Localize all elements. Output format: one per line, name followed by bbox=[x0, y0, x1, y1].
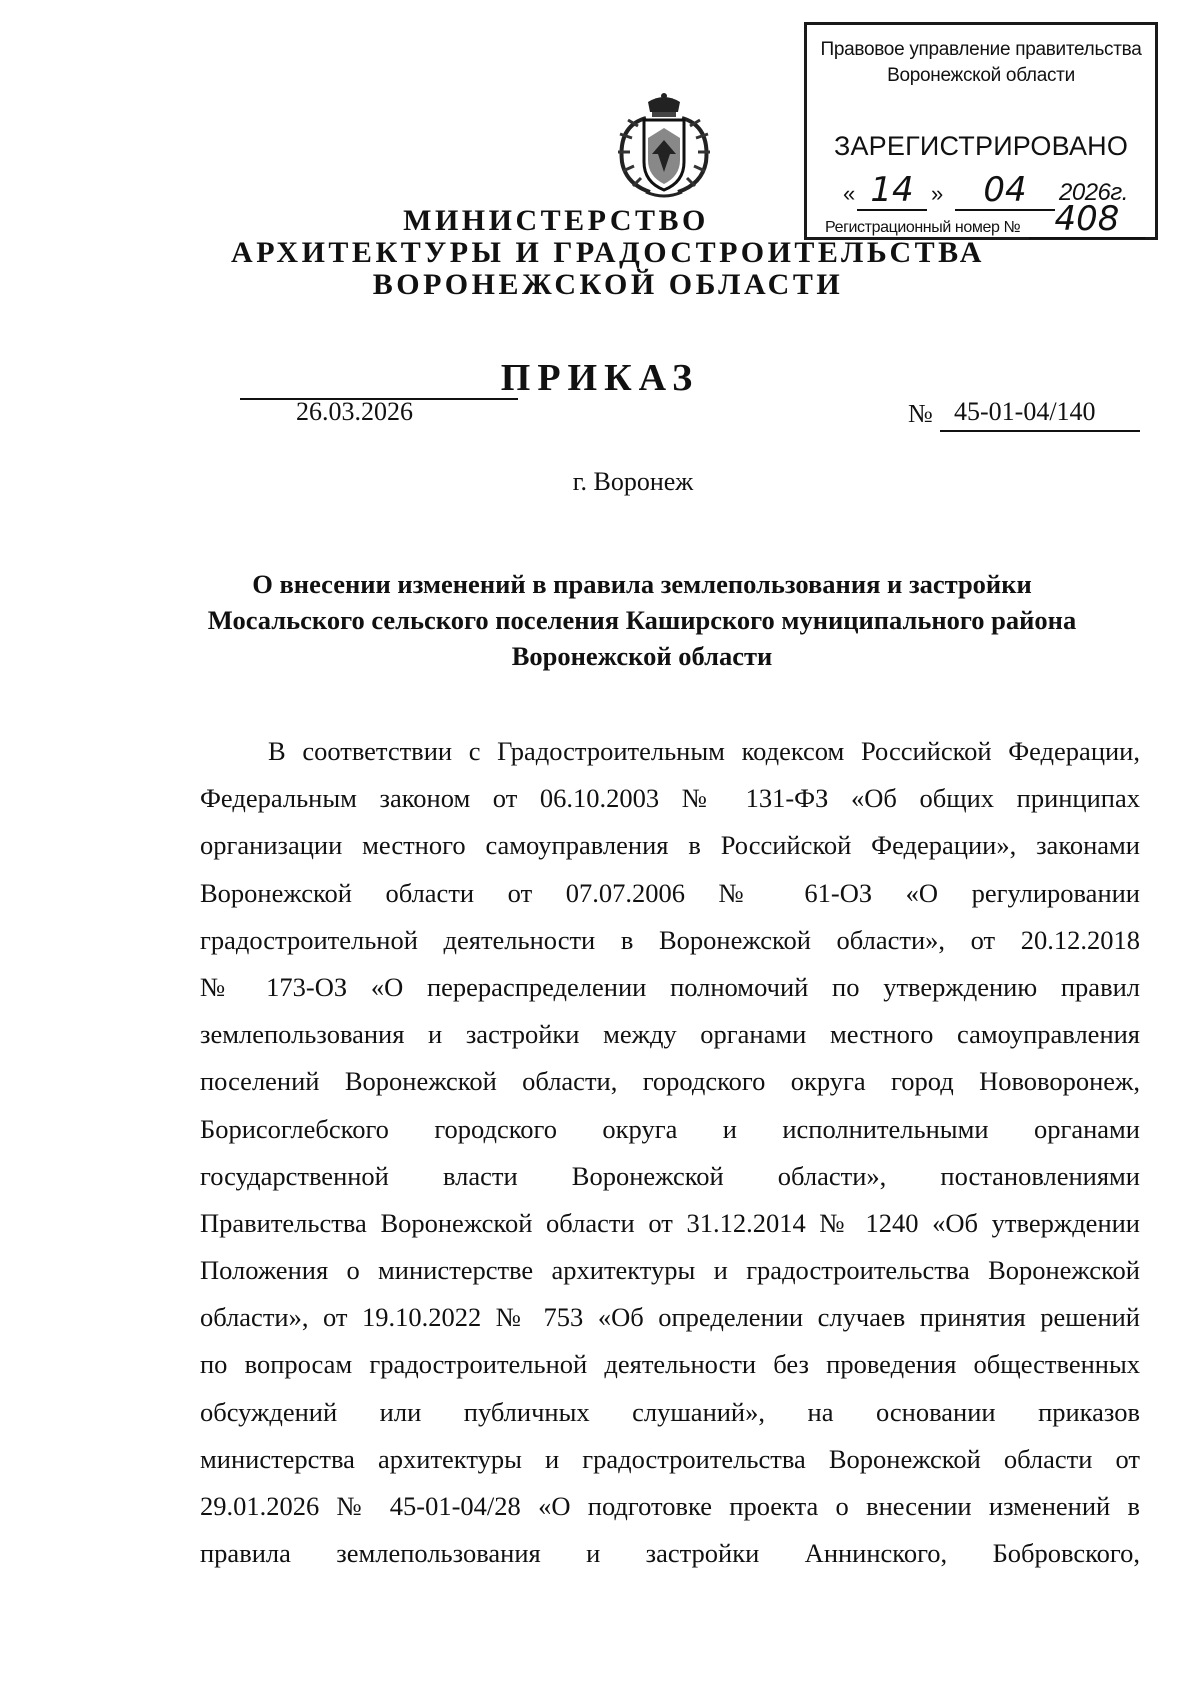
body-line: № 173-ОЗ «О перераспределении полномочий по утверждению правил bbox=[200, 971, 1140, 1002]
order-title-line2: Мосальского сельского поселения Каширского муниципального района bbox=[207, 605, 1077, 635]
city-name: г. Воронеж bbox=[572, 467, 694, 496]
body-line: землепользования и застройки между органами местного самоуправления bbox=[200, 1019, 1140, 1050]
body-line: Правительства Воронежской области от 31.12.2014 № 1240 «Об утверждении bbox=[200, 1207, 1140, 1238]
body-line: 29.01.2026 № 45-01-04/28 «О подготовке проекта о внесении изменений в bbox=[200, 1491, 1140, 1521]
stamp-date-year: 2026г. bbox=[1059, 179, 1128, 206]
stamp-status: ЗАРЕГИСТРИРОВАНО bbox=[833, 131, 1129, 161]
ministry-name-line2: АРХИТЕКТУРЫ И ГРАДОСТРОИТЕЛЬСТВА bbox=[231, 236, 985, 269]
order-date-field bbox=[240, 397, 518, 426]
order-title-line3: Воронежской области bbox=[511, 641, 773, 671]
stamp-org-line2: Воронежской области bbox=[887, 65, 1075, 86]
order-title-line1: О внесении изменений в правила землепользования и застройки bbox=[252, 569, 1032, 599]
order-number: 45-01-04/140 bbox=[954, 397, 1096, 426]
stamp-org-line1: Правовое управление правительства bbox=[820, 39, 1142, 60]
body-line: по вопросам градостроительной деятельности без проведения общественных bbox=[200, 1349, 1140, 1380]
stamp-date-month: 04 bbox=[955, 171, 1055, 211]
body-line: министерства архитектуры и градостроительства Воронежской области от bbox=[200, 1443, 1140, 1474]
body-line: В соответствии с Градостроительным кодексом Российской Федерации, bbox=[268, 736, 1140, 766]
body-line: поселений Воронежской области, городского округа город Нововоронеж, bbox=[200, 1066, 1140, 1097]
coat-of-arms-emblem bbox=[608, 92, 720, 200]
ministry-name-line3: ВОРОНЕЖСКОЙ ОБЛАСТИ bbox=[372, 268, 844, 301]
body-line: государственной власти Воронежской области», постановлениями bbox=[200, 1160, 1140, 1191]
body-line: правила землепользования и застройки Аннинского, Бобровского, bbox=[200, 1538, 1140, 1569]
stamp-organization bbox=[807, 37, 1155, 89]
body-line: Борисоглебского городского округа и исполнительными органами bbox=[200, 1113, 1140, 1144]
order-title bbox=[150, 566, 1134, 674]
body-line: Федеральным законом от 06.10.2003 № 131-ФЗ «Об общих принципах bbox=[200, 783, 1140, 814]
stamp-date-open-quote: « bbox=[843, 181, 856, 206]
stamp-reg-number: 408 bbox=[1029, 201, 1145, 239]
order-date: 26.03.2026 bbox=[296, 397, 413, 426]
body-line: Положения о министерстве архитектуры и градостроительства Воронежской bbox=[200, 1255, 1140, 1286]
stamp-date-day: 14 bbox=[857, 171, 927, 211]
body-line: области», от 19.10.2022 № 753 «Об определении случаев принятия решений bbox=[200, 1302, 1140, 1333]
order-number-label: № bbox=[908, 399, 933, 428]
body-line: Воронежской области от 07.07.2006 № 61-ОЗ «О регулировании bbox=[200, 877, 1140, 908]
body-line: обсуждений или публичных слушаний», на основании приказов bbox=[200, 1396, 1140, 1427]
stamp-reg-label: Регистрационный номер № bbox=[825, 219, 1021, 236]
ministry-name-line1: МИНИСТЕРСТВО bbox=[403, 204, 709, 237]
order-body bbox=[200, 728, 1140, 1577]
body-line: градостроительной деятельности в Воронежской области», от 20.12.2018 bbox=[200, 924, 1140, 955]
document-type: ПРИКАЗ bbox=[500, 357, 700, 399]
body-line: организации местного самоуправления в Российской Федерации», законами bbox=[200, 830, 1140, 861]
order-number-field bbox=[940, 398, 1140, 432]
stamp-date-close-quote: » bbox=[931, 181, 944, 206]
